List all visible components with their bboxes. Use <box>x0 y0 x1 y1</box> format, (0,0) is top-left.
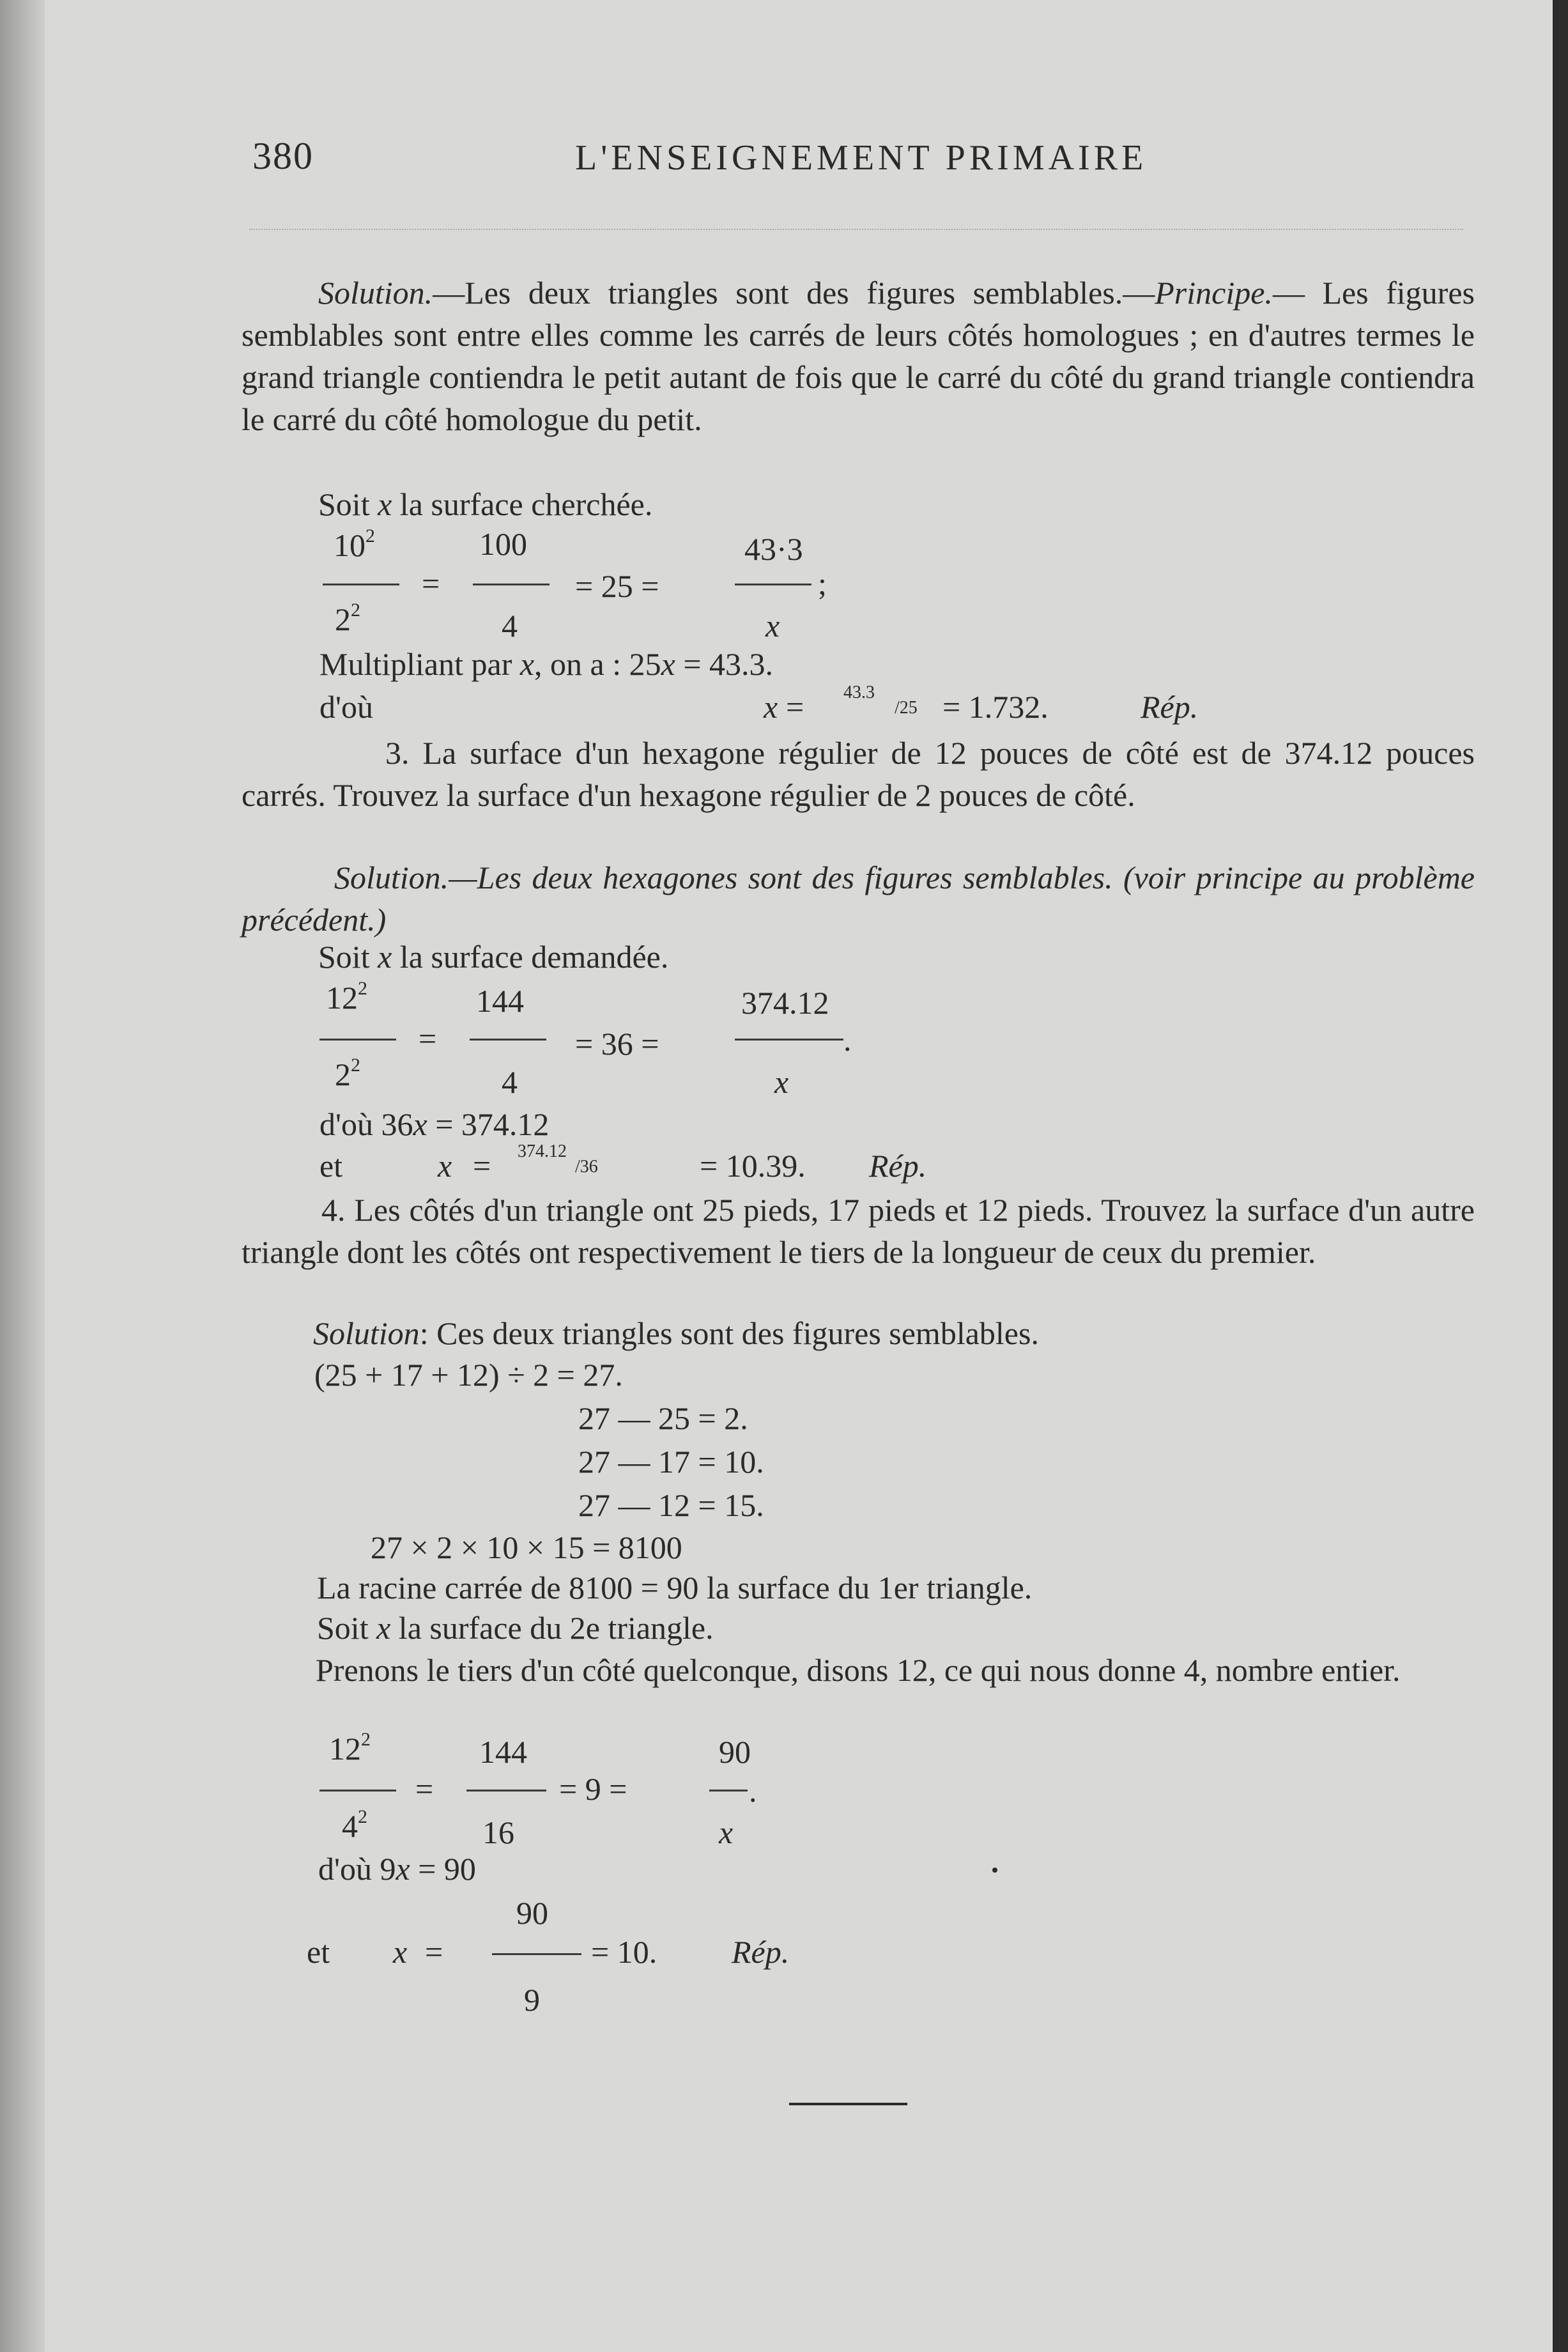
soit-line-3: Soit x la surface demandée. <box>318 939 669 975</box>
page-edge-right <box>1553 0 1568 2352</box>
dou-line-3: d'où 36x = 374.12 <box>319 1106 550 1142</box>
calc-line: 27 — 25 = 2. <box>578 1400 748 1436</box>
page-number: 380 <box>252 135 314 177</box>
solution-paragraph-2 <box>242 272 1475 440</box>
page-edge-left <box>0 0 45 2352</box>
rep-label: Rép. <box>1141 689 1199 725</box>
racine-line: La racine carrée de 8100 = 90 la surface du 1er triangle. <box>317 1570 1033 1605</box>
calc-line: 27 — 17 = 10. <box>578 1444 764 1480</box>
running-title: L'ENSEIGNEMENT PRIMAIRE <box>575 138 1148 178</box>
solution-text: —Les deux triangles sont des figures semblables.— <box>433 275 1155 311</box>
rep-label: Rép. <box>732 1934 790 1970</box>
prenons-paragraph: Prenons le tiers d'un côté quelconque, disons 12, ce qui nous donne 4, nombre entier. <box>316 1652 1401 1688</box>
problem-4: 4. Les côtés d'un triangle ont 25 pieds, 17 pieds et 12 pieds. Trouvez la surface d'un autre triangle dont les côtés ont respectivement le tiers de la longueur de ceux du premier. <box>242 1192 1475 1270</box>
end-rule <box>789 2103 907 2105</box>
ink-speck <box>992 1868 997 1873</box>
problem-3: 3. La surface d'un hexagone régulier de 12 pouces de côté est de 374.12 pouces carrés. Trouvez la surface d'un hexagone régulier de 2 pouces de côté. <box>242 735 1475 813</box>
principe-text: — Les figures semblables sont entre elles comme les carrés de leurs côtés homologues ; en d'autres termes le grand triangle contiendra le petit autant de fois que le carré du côté du grand triangle contiendra le carré du côté homologue du petit. <box>242 275 1475 437</box>
solution-label: Solution. <box>318 275 433 311</box>
calc-line: 27 — 12 = 15. <box>578 1487 764 1523</box>
solution-paragraph-4: Solution: Ces deux triangles sont des figures semblables. <box>313 1315 1039 1351</box>
principe-label: Principe. <box>1155 275 1273 311</box>
soit-line-4: Soit x la surface du 2e triangle. <box>317 1610 714 1646</box>
soit-line-2: Soit x la surface cherchée. <box>318 486 653 522</box>
rep-label: Rép. <box>869 1148 927 1184</box>
header-rule <box>249 229 1463 230</box>
calc-line: 27 × 2 × 10 × 15 = 8100 <box>371 1529 682 1565</box>
dou-line-4: d'où 9x = 90 <box>318 1851 476 1887</box>
multipliant-line: Multipliant par x, on a : 25x = 43.3. <box>319 646 774 682</box>
calc-line: (25 + 17 + 12) ÷ 2 = 27. <box>314 1357 623 1393</box>
solution-paragraph-3: Solution.—Les deux hexagones sont des figures semblables. (voir principe au problème précédent.) <box>242 860 1475 938</box>
